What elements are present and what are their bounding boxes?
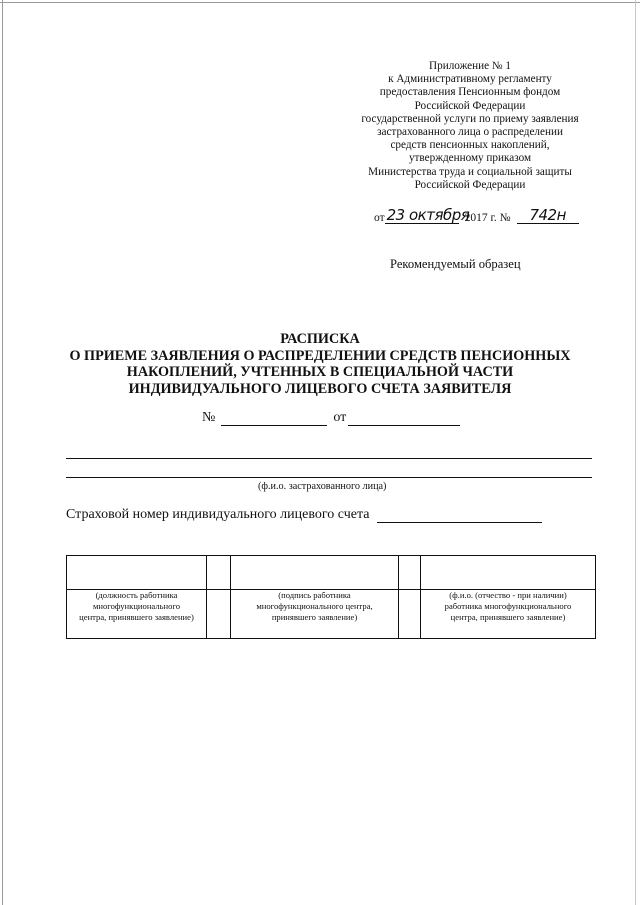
receipt-number-line <box>202 410 460 426</box>
caption-line: (должность работника <box>95 590 178 600</box>
annex-line: Российской Федерации <box>414 99 526 112</box>
name-caption <box>421 590 596 639</box>
date-label: от <box>333 410 347 425</box>
scan-edge-top <box>0 2 640 3</box>
position-field[interactable] <box>67 556 207 590</box>
handwritten-order-number: 742н <box>517 208 579 224</box>
spacer-cell <box>399 556 421 590</box>
scan-edge-left <box>2 0 3 905</box>
name-field[interactable] <box>421 556 596 590</box>
order-reference <box>374 208 614 224</box>
spacer-cell <box>207 590 231 639</box>
spacer-cell <box>399 590 421 639</box>
handwritten-order-date: 23 октября <box>386 206 470 224</box>
recommended-sample-label: Рекомендуемый образец <box>390 257 521 271</box>
receipt-number-field[interactable] <box>221 411 327 426</box>
receipt-date-field[interactable] <box>348 411 460 426</box>
signature-field[interactable] <box>231 556 399 590</box>
caption-line: центра, принявшего заявление) <box>450 611 566 622</box>
title-line: О ПРИЕМЕ ЗАЯВЛЕНИЯ О РАСПРЕДЕЛЕНИИ СРЕДСТВ ПЕНСИОННЫХ <box>69 347 571 364</box>
order-prefix: от <box>374 212 385 224</box>
annex-line: средств пенсионных накоплений, <box>390 139 550 152</box>
annex-line: застрахованного лица о распределении <box>377 126 563 139</box>
number-label: № <box>202 410 216 425</box>
annex-line: Министерства труда и социальной защиты <box>368 165 572 178</box>
annex-line: утвержденному приказом <box>408 152 532 165</box>
annex-line: к Административному регламенту <box>388 73 552 86</box>
scan-edge-right <box>635 0 636 905</box>
annex-line: Российской Федерации <box>414 178 526 191</box>
signature-caption <box>231 590 399 639</box>
annex-line: предоставления Пенсионным фондом <box>379 86 561 99</box>
fio-line-1[interactable] <box>66 458 592 459</box>
title-line: ИНДИВИДУАЛЬНОГО ЛИЦЕВОГО СЧЕТА ЗАЯВИТЕЛЯ <box>128 380 512 397</box>
fio-caption: (ф.и.о. застрахованного лица) <box>258 481 387 492</box>
spacer-cell <box>207 556 231 590</box>
annex-header <box>350 60 590 192</box>
caption-line: принявшего заявление) <box>271 611 358 622</box>
fio-line-2[interactable] <box>66 477 592 478</box>
title-line: НАКОПЛЕНИЙ, УЧТЕННЫХ В СПЕЦИАЛЬНОЙ ЧАСТИ <box>126 364 514 381</box>
signature-table <box>66 555 596 639</box>
position-caption <box>67 590 207 639</box>
caption-line: многофункционального центра, <box>256 600 373 611</box>
caption-line: (ф.и.о. (отчество - при наличии) <box>449 590 567 600</box>
insurance-number-field[interactable] <box>377 508 542 523</box>
insurance-number-row <box>66 507 542 523</box>
annex-line: Приложение № 1 <box>429 60 511 72</box>
caption-line: работника многофункционального <box>444 600 572 611</box>
insurance-number-label: Страховой номер индивидуального лицевого счета <box>66 507 370 522</box>
caption-line: многофункционального <box>92 600 181 611</box>
annex-line: государственной услуги по приему заявления <box>361 112 579 125</box>
title-word: РАСПИСКА <box>280 331 360 347</box>
order-year: 2017 г. № <box>464 212 511 224</box>
receipt-title <box>40 331 600 397</box>
caption-line: центра, принявшего заявление) <box>79 611 194 622</box>
caption-line: (подпись работника <box>278 590 351 600</box>
